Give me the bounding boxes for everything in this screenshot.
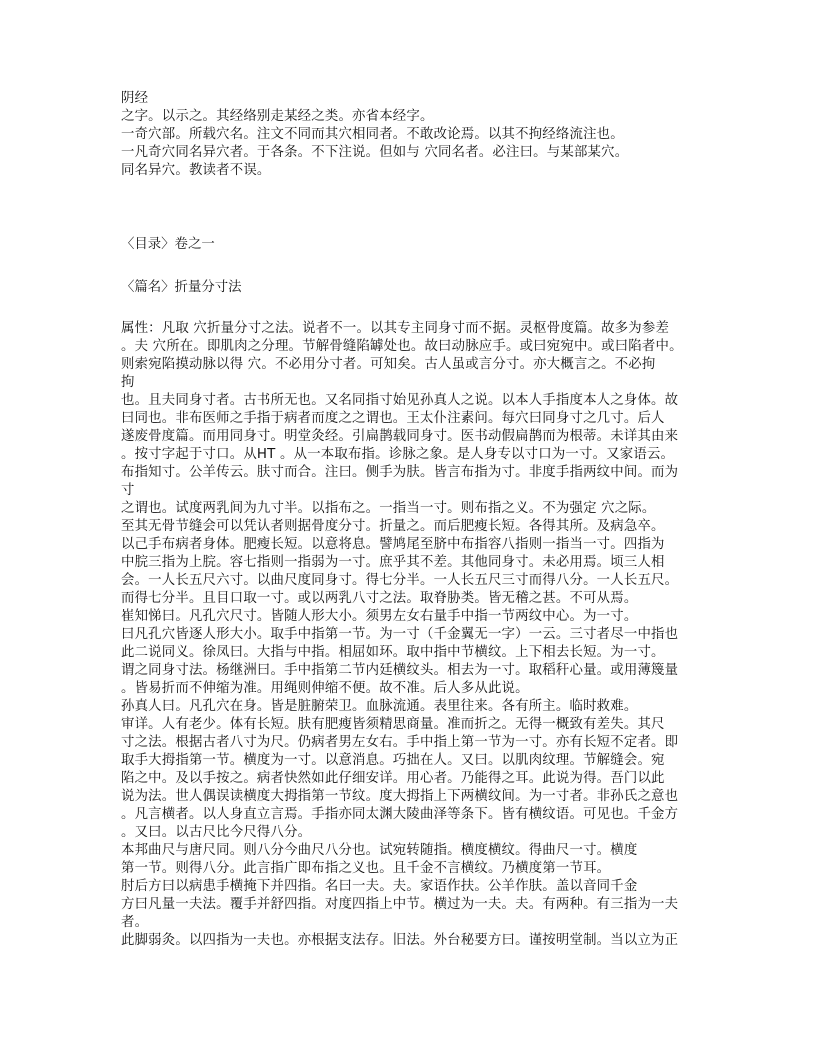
body-line: 而得七分半。且目口取一寸。或以两乳八寸之法。取脊胁类。皆无稽之甚。不可从焉。 bbox=[121, 591, 638, 606]
body-line: 方曰凡量一夫法。覆手并舒四指。对度四指上中节。横过为一夫。夫。有两种。有三指为一夫 bbox=[121, 897, 679, 912]
body-line: 中脘三指为上脘。容七指则一指弱为一寸。庶乎其不差。其他同身寸。未必用焉。顷三人相 bbox=[121, 555, 665, 570]
body-line: 拘 bbox=[121, 375, 135, 390]
intro-line: 一奇穴部。所载穴名。注文不同而其穴相同者。不敢改论焉。以其不拘经络流注也。 bbox=[121, 127, 624, 142]
intro-line: 一凡奇穴同名异穴者。于各条。不下注说。但如与 穴同名者。必注曰。与某部某穴。 bbox=[121, 145, 629, 160]
body-line: 。凡言横者。以人身直立言焉。手指亦同太渊大陵曲泽等条下。皆有横纹语。可见也。千金方 bbox=[121, 807, 679, 822]
body-line: 曰凡孔穴皆逐人形大小。取手中指第一节。为一寸（千金翼无一字）一云。三寸者尽一中指也 bbox=[121, 627, 679, 642]
body-line: 审详。人有老少。体有长短。肤有肥瘦皆须精思商量。准而折之。无得一概致有差失。其尺 bbox=[121, 717, 665, 732]
toc-heading: 〈目录〉卷之一 bbox=[121, 237, 215, 252]
body-line: 也。且夫同身寸者。古书所无也。又名同指寸始见孙真人之说。以本人手指度本人之身体。故 bbox=[121, 393, 679, 408]
body-line: 以己手布病者身体。肥瘦长短。以意将息。譬鸠尾至脐中布指容八指则一指当一寸。四指为 bbox=[121, 537, 665, 552]
body-line: 会。一人长五尺六寸。以曲尺度同身寸。得七分半。一人长五尺三寸而得八分。一人长五尺。 bbox=[121, 573, 679, 588]
body-line: 说为法。世人偶误读横度大拇指第一节纹。度大拇指上下两横纹间。为一寸者。非孙氏之意也 bbox=[121, 789, 679, 804]
body-line: 。皆易折而不伸缩为准。用绳则伸缩不便。故不准。后人多从此说。 bbox=[121, 681, 529, 696]
body-line: 。按寸字起于寸口。从HT 。从一本取布指。诊脉之象。是人身专以寸口为一寸。又家语云。 bbox=[121, 447, 675, 462]
intro-line: 同名异穴。教读者不误。 bbox=[121, 163, 271, 178]
body-line: 曰同也。非布医师之手指于病者而度之之谓也。王太仆注素问。每穴曰同身寸之几寸。后人 bbox=[121, 411, 665, 426]
document-page bbox=[121, 90, 701, 950]
body-line: 崔知悌曰。凡孔穴尺寸。皆随人形大小。须男左女右量手中指一节两纹中心。为一寸。 bbox=[121, 609, 638, 624]
body-line: 陷之中。及以手按之。病者快然如此仔细安详。用心者。乃能得之耳。此说为得。吾门以此 bbox=[121, 771, 665, 786]
body-line: 。又曰。以古尺比今尺得八分。 bbox=[121, 825, 312, 840]
intro-notes bbox=[121, 90, 701, 180]
body-line: 此脚弱灸。以四指为一夫也。亦根据支法存。旧法。外台秘要方曰。谨按明堂制。当以立为正 bbox=[121, 933, 679, 948]
body-line: 取手大拇指第一节。横度为一寸。以意消息。巧拙在人。又曰。以肌肉纹理。节解缝会。宛 bbox=[121, 753, 665, 768]
body-line: 本邦曲尺与唐尺同。则八分今曲尺八分也。试宛转随指。横度横纹。得曲尺一寸。横度 bbox=[121, 843, 638, 858]
chapter-heading: 〈篇名〉折量分寸法 bbox=[121, 280, 242, 295]
body-line: 肘后方曰以病患手横掩下并四指。名曰一夫。夫。家语作扶。公羊作肤。盖以音同千金 bbox=[121, 879, 638, 894]
body-line: 谓之同身寸法。杨继洲曰。手中指第二节内廷横纹头。相去为一寸。取稻秆心量。或用薄篾量 bbox=[121, 663, 679, 678]
body-line: 遂废骨度篇。而用同身寸。明堂灸经。引扁鹊载同身寸。医书动假扁鹊而为根蒂。未详其由来 bbox=[121, 429, 679, 444]
intro-line: 之字。以示之。其经络别走某经之类。亦省本经字。 bbox=[121, 109, 434, 124]
body-line: 寸之法。根据古者八寸为尺。仍病者男左女右。手中指上第一节为一寸。亦有长短不定者。即 bbox=[121, 735, 679, 750]
body-line: 第一节。则得八分。此言指广即布指之义也。且千金不言横纹。乃横度第一节耳。 bbox=[121, 861, 611, 876]
body-line: 之谓也。试度两乳间为九寸半。以指布之。一指当一寸。则布指之义。不为强定 穴之际。 bbox=[121, 501, 656, 516]
body-line: 此二说同义。徐凤曰。大指与中指。相屈如环。取中指中节横纹。上下相去长短。为一寸。 bbox=[121, 645, 665, 660]
intro-line: 阴经 bbox=[121, 91, 149, 106]
body-line: 至其无骨节缝会可以凭认者则据骨度分寸。折量之。而后肥瘦长短。各得其所。及病急卒。 bbox=[121, 519, 665, 534]
body-line: 则索宛陷摸动脉以得 穴。不必用分寸者。可知矣。古人虽或言分寸。亦大概言之。不必拘 bbox=[121, 357, 656, 372]
body-line: 寸 bbox=[121, 483, 135, 498]
body-line: 布指知寸。公羊传云。肤寸而合。注曰。侧手为肤。皆言布指为寸。非度手指两纹中间。而为 bbox=[121, 465, 679, 480]
body-text bbox=[121, 320, 701, 950]
body-line: 。夫 穴所在。即肌肉之分理。节解骨缝陷罅处也。故曰动脉应手。或曰宛宛中。或曰陷者中。 bbox=[121, 339, 683, 354]
body-line: 属性：凡取 穴折量分寸之法。说者不一。以其专主同身寸而不据。灵枢骨度篇。故多为参差 bbox=[121, 321, 670, 336]
body-line: 者。 bbox=[121, 915, 149, 930]
body-line: 孙真人曰。凡孔穴在身。皆是脏腑荣卫。血脉流通。表里往来。各有所主。临时救难。 bbox=[121, 699, 638, 714]
